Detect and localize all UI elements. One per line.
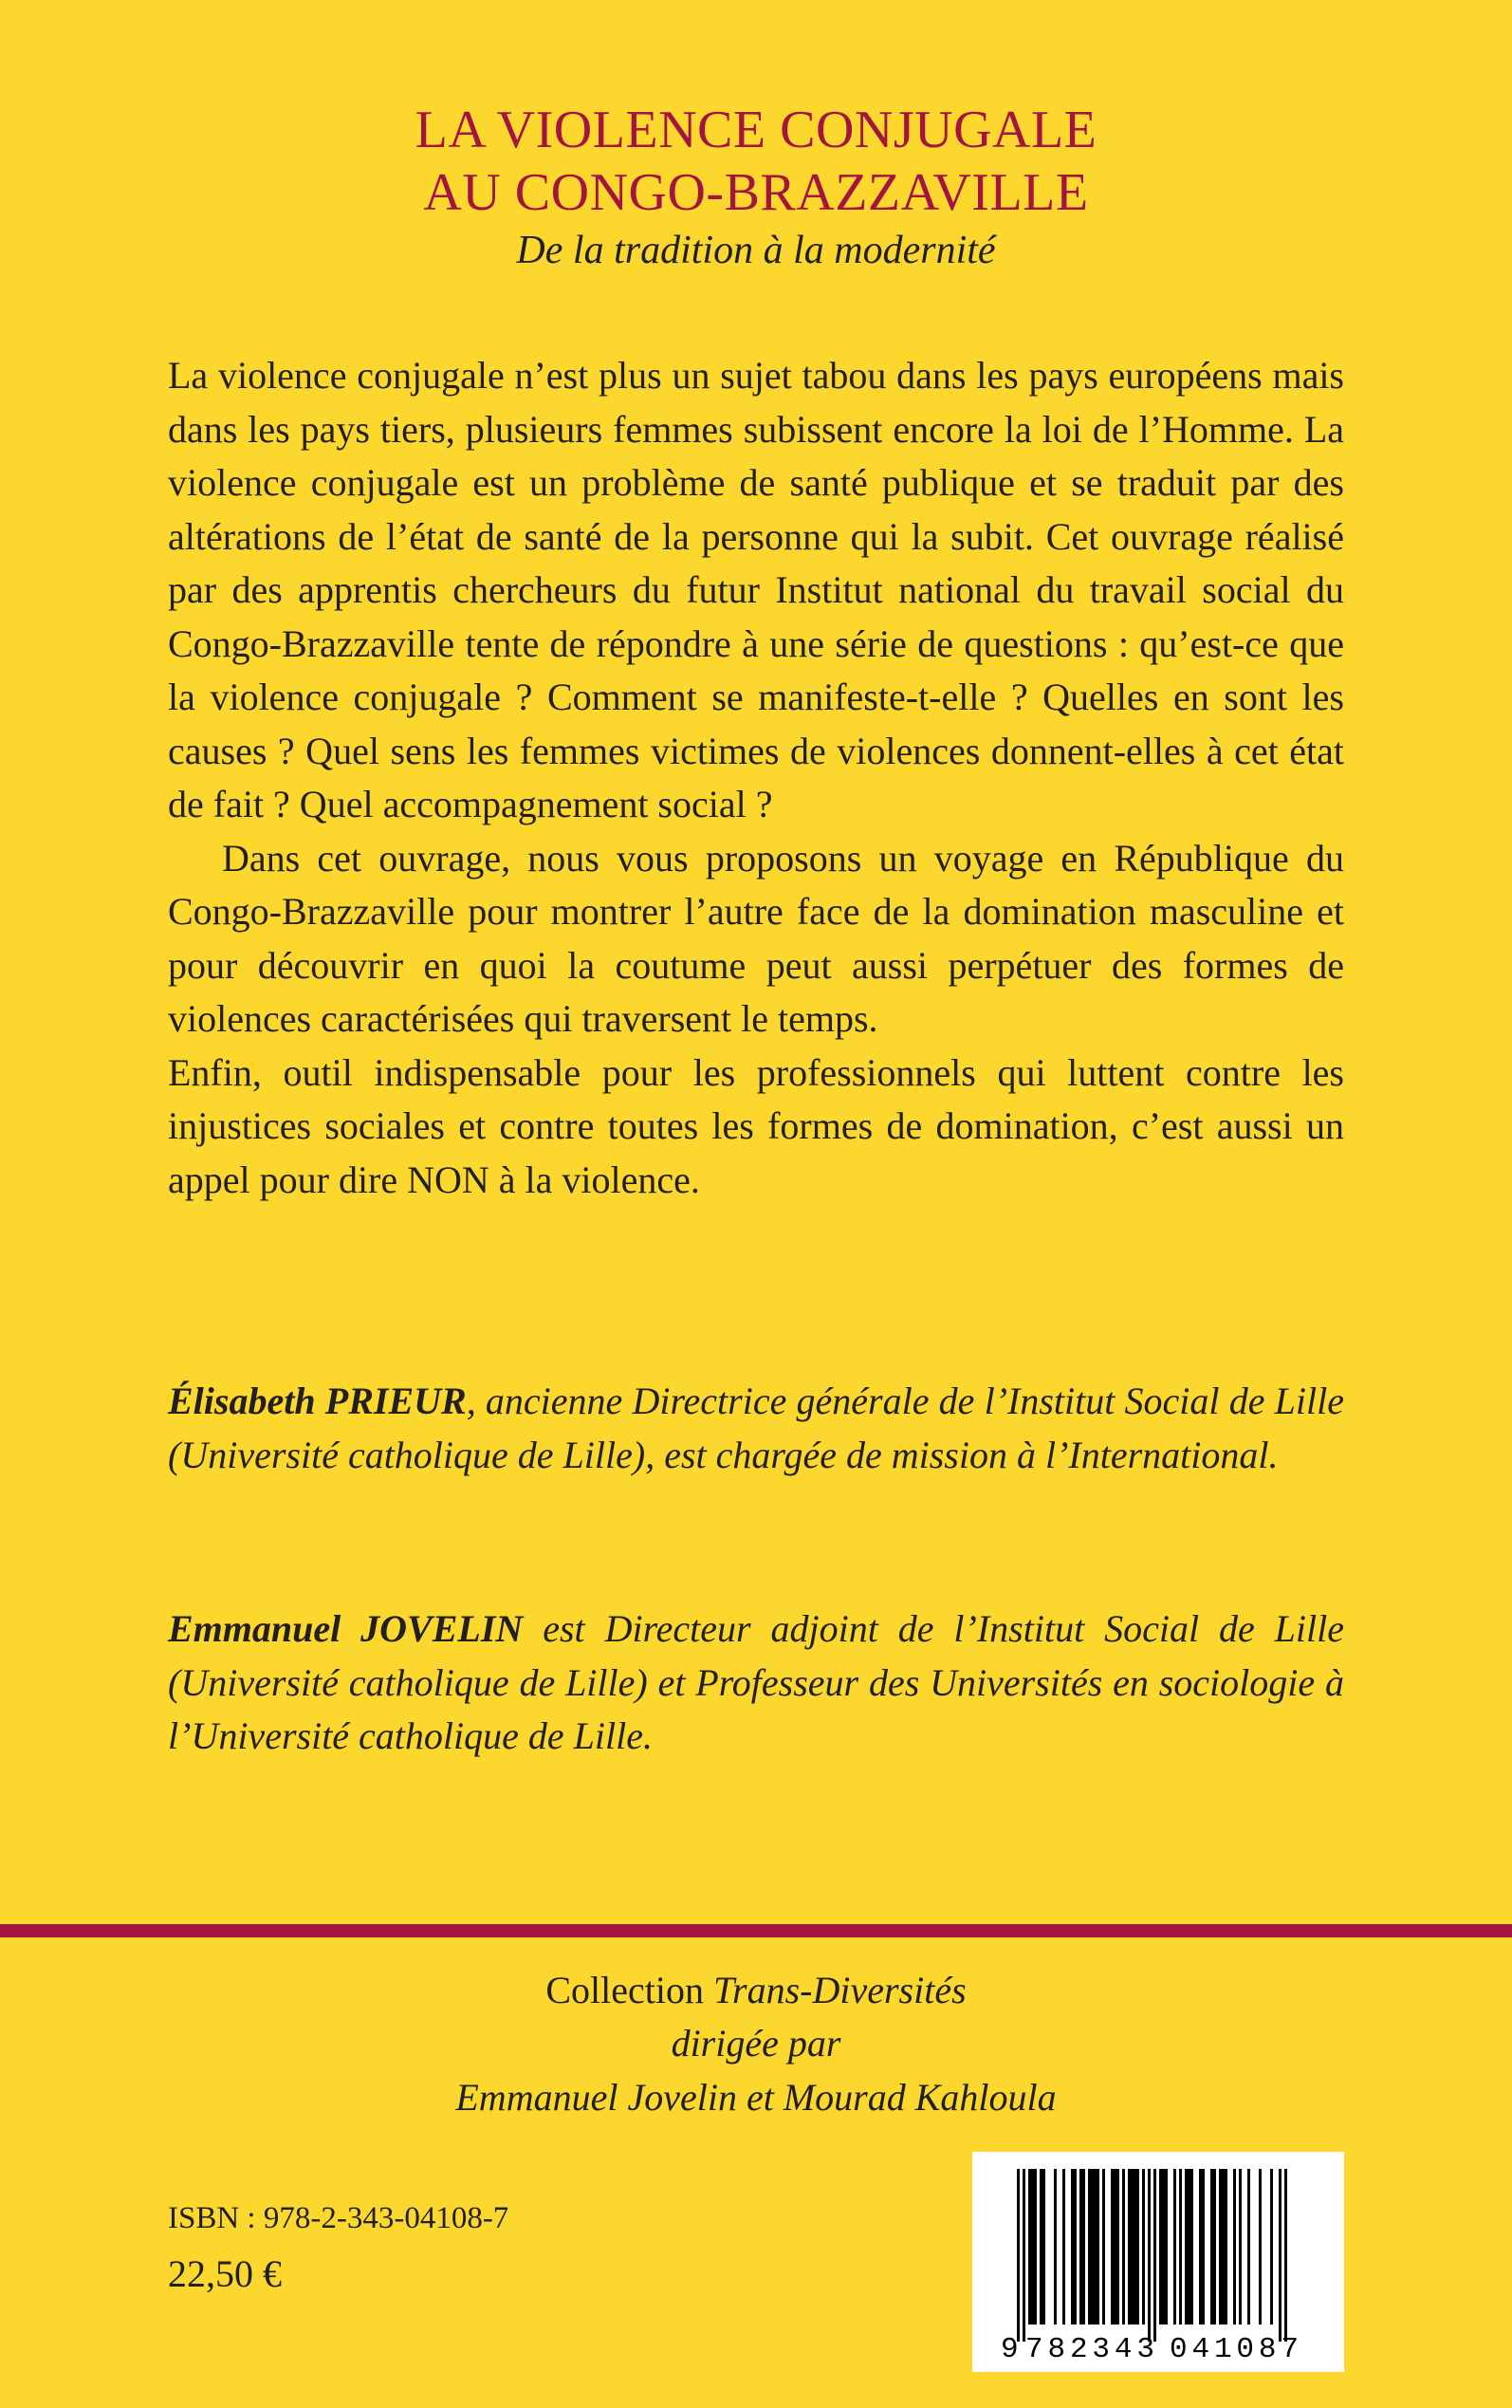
author-name-1: Élisabeth PRIEUR <box>168 1380 467 1422</box>
barcode-bar <box>1270 2169 1273 2325</box>
blurb-paragraph-3: Enfin, outil indispensable pour les professionnels qui luttent contre les injustices sociales et contre toutes les formes de domination, c’est aussi un appel pour dire NON à la violence. <box>168 1050 1344 1201</box>
isbn: ISBN : 978-2-343-04108-7 <box>168 2201 509 2235</box>
barcode-bar <box>1153 2169 1156 2342</box>
blurb <box>168 349 1344 1207</box>
divider-rule <box>0 1924 1512 1937</box>
barcode-bar <box>1040 2169 1045 2325</box>
barcode-bar <box>1122 2169 1125 2325</box>
barcode-bar <box>1079 2169 1085 2325</box>
barcode-bar <box>1088 2169 1099 2325</box>
barcode-bar <box>1148 2169 1151 2342</box>
title-line-2: AU CONGO-BRAZZAVILLE <box>423 163 1089 222</box>
barcode-bar <box>1173 2169 1176 2325</box>
barcode-digit-first: 9 <box>1001 2333 1019 2366</box>
barcode-bar <box>1210 2169 1216 2325</box>
barcode-bar <box>1028 2169 1037 2325</box>
barcode-bar <box>1102 2169 1105 2325</box>
barcode-bar <box>1062 2169 1065 2325</box>
barcode-bar <box>1219 2169 1227 2325</box>
barcode-graphic <box>972 2152 1344 2372</box>
barcode-bar <box>1185 2169 1193 2325</box>
collection-name: Trans-Diversités <box>712 1969 967 2011</box>
barcode-digits-left: 782343 <box>1025 2333 1154 2366</box>
barcode-bar <box>1247 2169 1250 2325</box>
author-bio-1 <box>168 1375 1344 1482</box>
barcode-bar <box>1239 2169 1242 2325</box>
barcode-bar <box>1111 2169 1119 2325</box>
author-bio-text-2: est Directeur adjoint de l’Institut Social de Lille (Université catholique de Lille) et Professeur des Universités en sociologie à l’Université catholique de Lille. <box>168 1607 1344 1757</box>
author-name-2: Emmanuel JOVELIN <box>168 1607 524 1650</box>
barcode-bar <box>1259 2169 1262 2325</box>
blurb-paragraph-1: La violence conjugale n’est plus un sujet tabou dans les pays européens mais dans les pays tiers, plusieurs femmes subissent encore la loi de l’Homme. La violence conjugale est un problème de santé publique et se traduit par des altérations de l’état de santé de la personne qui la subit. Cet ouvrage réalisé par des apprentis chercheurs du futur Institut national du travail social du Congo-Brazzaville tente de répondre à une série de questions : qu’est-ce que la violence conjugale ? Comment se manifeste-t-elle ? Quelles en sont les causes ? Quel sens les femmes victimes de violences donnent-elles à cet état de fait ? Quel accompagnement social ? <box>168 354 1344 825</box>
barcode-bar <box>1071 2169 1077 2325</box>
barcode-bar <box>1159 2169 1168 2325</box>
barcode-digits-right: 041087 <box>1170 2333 1299 2366</box>
title-line-1: LA VIOLENCE CONJUGALE <box>415 101 1097 159</box>
barcode-bar <box>1142 2169 1145 2325</box>
barcode-bar <box>1017 2169 1020 2342</box>
author-bio-text-1: , ancienne Directrice générale de l’Institut Social de Lille (Université catholique de Lille), est chargée de mission à l’International. <box>168 1380 1344 1476</box>
barcode-bar <box>1284 2169 1287 2342</box>
barcode-bar <box>1054 2169 1057 2325</box>
subtitle: De la tradition à la modernité <box>516 229 996 272</box>
blurb-paragraph-2: Dans cet ouvrage, nous vous proposons un voyage en République du Congo-Brazzaville pour montrer l’autre face de la domination masculine et pour découvrir en quoi la coutume peut aussi perpétuer des formes de violences caractérisées qui traversent le temps. <box>168 836 1344 1040</box>
collection-line-2: dirigée par <box>671 2022 841 2065</box>
collection-prefix: Collection <box>545 1969 704 2011</box>
barcode-bar <box>1128 2169 1139 2325</box>
price: 22,50 € <box>168 2252 282 2295</box>
barcode-bar <box>1023 2169 1025 2342</box>
collection-editors: Emmanuel Jovelin et Mourad Kahloula <box>455 2076 1057 2119</box>
barcode-bar <box>1233 2169 1236 2325</box>
barcode-bar <box>1279 2169 1282 2342</box>
barcode-bar <box>1179 2169 1182 2325</box>
barcode-bar <box>1199 2169 1205 2325</box>
barcode <box>972 2152 1344 2372</box>
author-bio-2 <box>168 1602 1344 1764</box>
collection-line-1 <box>0 1964 1512 2017</box>
